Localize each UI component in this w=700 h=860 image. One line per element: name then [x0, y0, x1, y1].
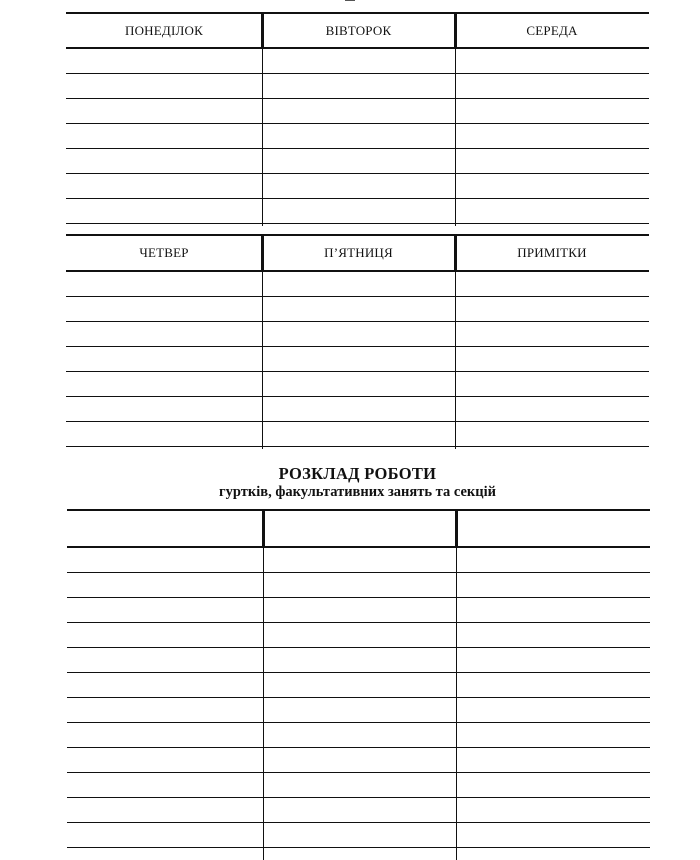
header-divider	[261, 12, 264, 49]
header-cell-3	[456, 511, 650, 546]
column-divider	[455, 272, 456, 449]
header-cell-notes: ПРИМІТКИ	[517, 245, 587, 260]
row-line	[67, 797, 650, 798]
row-line	[67, 622, 650, 623]
column-divider	[263, 548, 264, 860]
row-line	[66, 296, 649, 297]
row-line	[66, 371, 649, 372]
clubs-schedule-table	[67, 509, 650, 860]
table-grid	[67, 509, 650, 860]
column-divider	[456, 548, 457, 860]
row-line	[67, 722, 650, 723]
schedule-table-thu-notes	[66, 234, 649, 449]
row-line	[67, 747, 650, 748]
header-cell-tuesday: ВІВТОРОК	[325, 22, 392, 38]
table-grid	[66, 234, 649, 449]
column-divider	[262, 49, 263, 226]
row-line	[67, 697, 650, 698]
row-line	[66, 123, 649, 124]
row-line	[67, 672, 650, 673]
row-line	[67, 572, 650, 573]
header-divider	[454, 12, 457, 49]
row-line	[66, 346, 649, 347]
column-divider	[455, 49, 456, 226]
table-header-row	[66, 12, 649, 49]
column-divider	[262, 272, 263, 449]
cropped-top-text	[338, 0, 362, 2]
section-title: РОЗКЛАД РОБОТИ	[278, 464, 437, 483]
row-line	[66, 173, 649, 174]
row-line	[67, 772, 650, 773]
section-heading	[66, 464, 649, 506]
row-line	[66, 98, 649, 99]
header-cell-monday: ПОНЕДІЛОК	[125, 22, 203, 38]
header-cell-2	[263, 511, 456, 546]
row-line	[66, 396, 649, 397]
section-subtitle: гуртків, факультативних занять та секцій	[219, 484, 496, 500]
row-line	[67, 647, 650, 648]
row-line	[67, 847, 650, 848]
header-cell-wednesday: СЕРЕДА	[526, 22, 578, 38]
header-divider	[455, 509, 458, 548]
header-divider	[262, 509, 265, 548]
header-cell-1	[67, 511, 263, 546]
row-line	[66, 223, 649, 224]
table-header-row	[67, 509, 650, 548]
row-line	[66, 148, 649, 149]
table-header-row	[66, 234, 649, 272]
row-line	[67, 822, 650, 823]
row-line	[66, 321, 649, 322]
header-cell-thursday: ЧЕТВЕР	[139, 245, 189, 260]
header-divider	[454, 234, 457, 272]
header-cell-friday: П’ЯТНИЦЯ	[324, 245, 393, 260]
row-line	[66, 446, 649, 447]
schedule-table-mon-wed	[66, 12, 649, 226]
table-grid	[66, 12, 649, 226]
header-divider	[261, 234, 264, 272]
row-line	[67, 597, 650, 598]
row-line	[66, 73, 649, 74]
row-line	[66, 198, 649, 199]
row-line	[66, 421, 649, 422]
